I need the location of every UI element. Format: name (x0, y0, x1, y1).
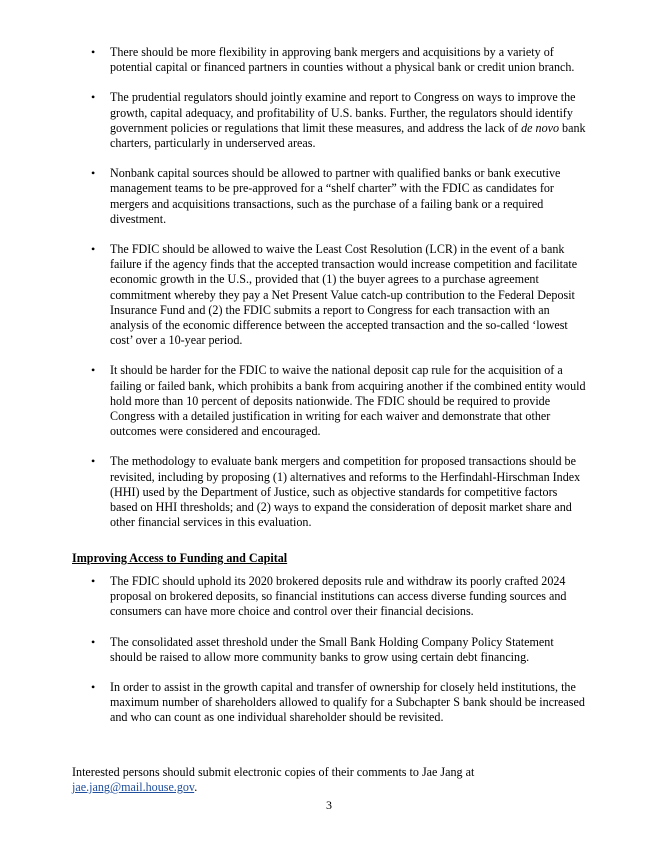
bullet-item (72, 242, 587, 348)
bullet-item (72, 635, 587, 665)
bullet-text (110, 45, 587, 75)
bullet-text (110, 90, 587, 151)
bullet-dot-icon: • (91, 634, 96, 649)
bullet-list-section-two (72, 574, 587, 741)
bullet-text (110, 635, 587, 665)
italic-text: de novo (521, 120, 560, 135)
text-run: Nonbank capital sources should be allowed to partner with qualified banks or bank executive management teams to be pre-approved for a “shelf charter” with the FDIC as candidates for mergers and acquisitions transactions, such as the purchase of a failing bank or a required divestment. (110, 166, 561, 226)
bullet-text (110, 574, 587, 620)
closing-text: Interested persons should submit electronic copies of their comments to Jae Jang at (72, 765, 475, 779)
bullet-dot-icon: • (91, 680, 96, 695)
text-run: bank charters, particularly in underserved areas. (110, 120, 586, 151)
bullet-dot-icon: • (91, 166, 96, 181)
bullet-dot-icon: • (91, 45, 96, 59)
bullet-item (72, 90, 587, 151)
bullet-text (110, 454, 587, 530)
text-run: The FDIC should uphold its 2020 brokered deposits rule and withdraw its poorly crafted 2024 proposal on brokered deposits, so financial institutions can access diverse funding sources and consumers can have more choice and control over their financial decisions. (110, 574, 567, 619)
bullet-item (72, 680, 587, 726)
bullet-list-section-one (72, 45, 587, 545)
bullet-dot-icon: • (91, 574, 96, 588)
text-run: The prudential regulators should jointly examine and report to Congress on ways to improve the growth, capital adequacy, and profitability of U.S. banks. Further, the regulators should identify government policies or regulations that limit these measures, and address the lack of (110, 90, 576, 135)
text-run: There should be more flexibility in approving bank mergers and acquisitions by a variety of potential capital or financed partners in counties without a physical bank or credit union branch. (110, 45, 575, 75)
text-run: The methodology to evaluate bank mergers and competition for proposed transactions should be revisited, including by proposing (1) alternatives and reforms to the Herfindahl-Hirschman Index (HHI) used by the Department of Justice, such as objective standards for competitive factors based on HHI thresholds; and (2) ways to expand the consideration of deposit market share and other financial services in this evaluation. (110, 454, 581, 530)
bullet-item (72, 363, 587, 439)
bullet-dot-icon: • (91, 363, 96, 378)
closing-suffix: . (194, 780, 198, 795)
page-number: 3 (326, 798, 332, 812)
bullet-text (110, 242, 587, 348)
bullet-dot-icon: • (91, 242, 96, 257)
bullet-item (72, 574, 587, 620)
section-heading-funding-capital: Improving Access to Funding and Capital (72, 551, 288, 565)
text-run: The consolidated asset threshold under the Small Bank Holding Company Policy Statement should be raised to allow more community banks to grow using certain debt financing. (110, 634, 554, 664)
closing-paragraph (72, 765, 587, 795)
text-run: In order to assist in the growth capital and transfer of ownership for closely held institutions, the maximum number of shareholders allowed to qualify for a Subchapter S bank should be increased and who can count as one individual shareholder should be revisited. (110, 680, 585, 725)
text-run: It should be harder for the FDIC to waive the national deposit cap rule for the acquisition of a failing or failed bank, which prohibits a bank from acquiring another if the combined entity would hold more than 10 percent of deposits nationwide. The FDIC should be required to provide Congress with a detailed justification in writing for each waiver and demonstrate that other outcomes were considered and encouraged. (110, 363, 586, 439)
bullet-text (110, 363, 587, 439)
bullet-text (110, 680, 587, 726)
bullet-dot-icon: • (91, 454, 96, 469)
bullet-item (72, 454, 587, 530)
bullet-item (72, 166, 587, 227)
bullet-dot-icon: • (91, 90, 96, 105)
bullet-item (72, 45, 587, 75)
contact-email-link[interactable]: jae.jang@mail.house.gov (72, 780, 195, 795)
bullet-text (110, 166, 587, 227)
text-run: The FDIC should be allowed to waive the Least Cost Resolution (LCR) in the event of a bank failure if the agency finds that the accepted transaction would increase competition and facilitate economic growth in the U.S., provided that (1) the buyer agrees to a purchase agreement commitment whereby they pay a Net Present Value catch-up contribution to the Federal Deposit Insurance Fund and (2) the FDIC submits a report to Congress for each transaction with an analysis of the economic difference between the accepted transaction and the so-called ‘lowest cost’ over a 10-year period. (110, 242, 578, 348)
